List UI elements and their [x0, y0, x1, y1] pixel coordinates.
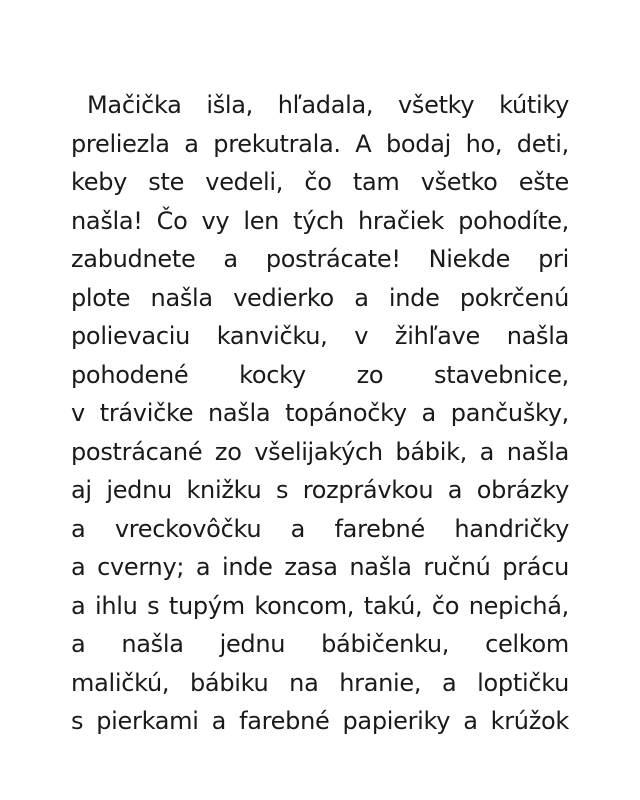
text-line: Mačička išla, hľadala, všetky kútiky: [87, 91, 569, 119]
text-line: a ihlu s tupým koncom, takú, čo nepichá,: [71, 591, 569, 620]
story-paragraph: [71, 86, 569, 741]
text-line: s pierkami a farebné papieriky a krúžok: [71, 707, 569, 735]
text-line: keby ste vedeli, čo tam všetko ešte: [71, 168, 569, 196]
text-line: polievaciu kanvičku, v žihľave našla: [71, 322, 569, 350]
text-line: preliezla a prekutrala. A bodaj ho, deti,: [71, 129, 569, 158]
text-line: zabudnete a postrácate! Niekde pri: [71, 245, 569, 273]
text-line: maličkú, bábiku na hranie, a loptičku: [71, 668, 569, 697]
text-line: a cverny; a inde zasa našla ručnú prácu: [71, 553, 569, 581]
text-line: plote našla vedierko a inde pokrčenú: [71, 283, 569, 312]
text-line: postrácané zo všelijakých bábik, a našla: [71, 437, 569, 466]
text-line: v trávičke našla topánočky a pančušky,: [71, 399, 569, 427]
text-line: našla! Čo vy len tých hračiek pohodíte,: [71, 206, 569, 235]
text-line: pohodené kocky zo stavebnice,: [71, 360, 569, 389]
text-line: aj jednu knižku s rozprávkou a obrázky: [71, 476, 569, 504]
text-line: a našla jednu bábičenku, celkom: [71, 630, 569, 658]
text-line: a vreckovôčku a farebné handričky: [71, 514, 569, 543]
